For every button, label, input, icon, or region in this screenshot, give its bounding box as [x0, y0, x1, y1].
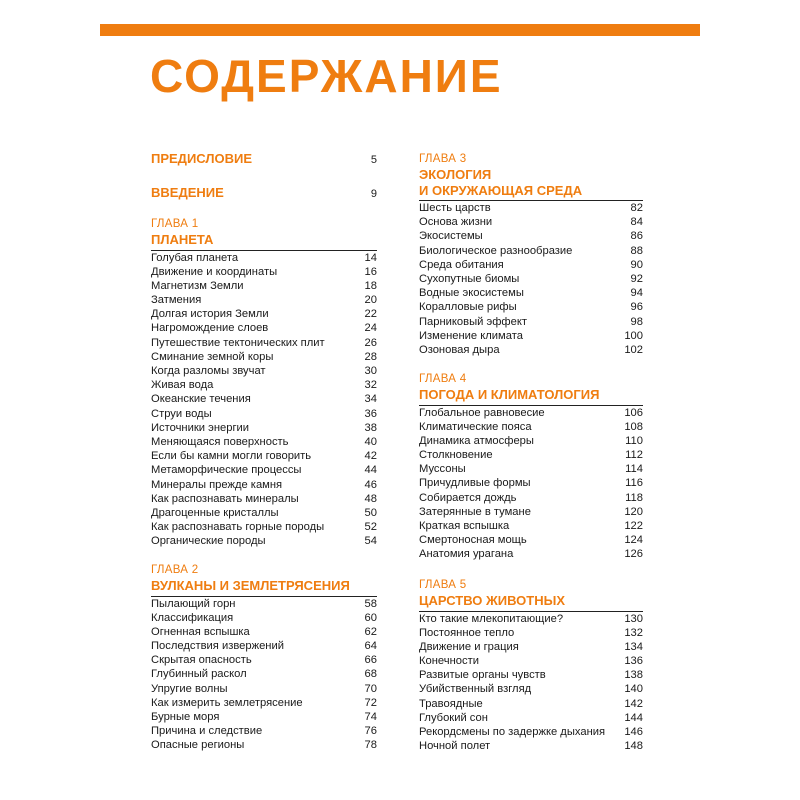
toc-entry-title: Водные экосистемы [419, 287, 524, 300]
toc-entry-title: Среда обитания [419, 258, 504, 271]
toc-entry-title: Магнетизм Земли [151, 279, 244, 292]
toc-entry-page: 42 [364, 450, 377, 463]
toc-entry-page: 98 [630, 315, 643, 328]
toc-entry-page: 86 [630, 230, 643, 243]
toc-entry-page: 96 [630, 301, 643, 314]
toc-entry[interactable] [151, 378, 377, 392]
toc-entry-title: Упругие волны [151, 682, 228, 695]
toc-entry[interactable] [419, 315, 643, 329]
toc-entry-page: 116 [625, 477, 643, 490]
toc-entry-page: 14 [364, 251, 377, 264]
toc-entry[interactable] [151, 506, 377, 520]
toc-entry-page: 64 [364, 640, 377, 653]
toc-entry-title: Классификация [151, 611, 234, 624]
toc-entry-title: Смертоносная мощь [419, 534, 527, 547]
toc-entry[interactable] [419, 697, 643, 711]
toc-entry-title: Анатомия урагана [419, 548, 514, 561]
chapter-4-entries [419, 406, 643, 562]
toc-entry-title: Конечности [419, 655, 479, 668]
toc-entry-page: 50 [364, 506, 377, 519]
toc-entry[interactable] [419, 626, 643, 640]
chapter-3-title[interactable] [419, 167, 643, 201]
chapter-title-line: И ОКРУЖАЮЩАЯ СРЕДА [419, 182, 583, 198]
toc-entry-page: 54 [364, 535, 377, 548]
toc-entry-title: Затерянные в тумане [419, 505, 531, 518]
toc-entry-page: 126 [624, 548, 643, 561]
toc-entry[interactable] [151, 336, 377, 350]
page-title: СОДЕРЖАНИЕ [150, 50, 503, 102]
chapter-4-section [419, 371, 643, 562]
toc-entry-title: Бурные моря [151, 711, 220, 723]
toc-entry[interactable] [419, 201, 643, 215]
toc-entry-page: 148 [624, 740, 643, 753]
toc-entry[interactable] [419, 300, 643, 314]
toc-entry-title: Муссоны [419, 463, 466, 476]
toc-entry-page: 18 [364, 279, 377, 292]
toc-entry[interactable] [151, 293, 377, 307]
toc-entry[interactable] [151, 534, 377, 548]
toc-entry-page: 70 [364, 682, 377, 695]
chapter-5-label: ГЛАВА 5 [419, 579, 467, 591]
toc-entry[interactable] [151, 350, 377, 364]
toc-entry[interactable] [419, 420, 643, 434]
toc-entry[interactable] [151, 667, 377, 681]
chapter-3-entries [419, 201, 643, 357]
toc-entry[interactable] [419, 533, 643, 547]
toc-entry[interactable] [151, 724, 377, 738]
toc-entry-page: 62 [364, 625, 377, 638]
chapter-2-title[interactable] [151, 578, 377, 597]
toc-entry-title: Минералы прежде камня [151, 478, 283, 491]
chapter-title-line: ПОГОДА И КЛИМАТОЛОГИЯ [419, 387, 600, 402]
toc-entry[interactable] [151, 407, 377, 421]
chapter-1-label: ГЛАВА 1 [151, 218, 199, 230]
toc-entry[interactable] [151, 682, 377, 696]
toc-entry[interactable] [151, 597, 377, 611]
toc-entry[interactable] [151, 639, 377, 653]
toc-entry-page: 60 [364, 611, 377, 624]
toc-entry-page: 140 [624, 683, 643, 696]
toc-entry-title: Драгоценные кристаллы [151, 506, 279, 519]
toc-entry[interactable] [419, 654, 643, 668]
chapter-title-line: ЭКОЛОГИЯ [419, 167, 492, 182]
toc-entry-title: Нагромождение слоев [151, 322, 269, 335]
toc-entry-title: Биологическое разнообразие [419, 244, 573, 257]
toc-entry-page: 82 [630, 202, 643, 214]
toc-entry-page: 94 [630, 287, 643, 300]
toc-entry-title: Убийственный взгляд [419, 683, 532, 696]
toc-entry-page: 100 [624, 329, 643, 342]
toc-entry-title: Озоновая дыра [419, 343, 500, 356]
toc-entry-title: Кто такие млекопитающие? [419, 612, 564, 625]
toc-entry-title: Постоянное тепло [419, 626, 515, 639]
toc-entry-page: 22 [364, 308, 377, 321]
toc-entry-title: Затмения [151, 294, 202, 307]
toc-entry[interactable] [419, 668, 643, 682]
toc-entry-title: Органические породы [151, 535, 266, 548]
toc-entry-page: 108 [624, 420, 643, 433]
toc-entry-title: Как распознавать горные породы [151, 521, 325, 534]
toc-entry-page: 124 [624, 534, 643, 547]
chapter-3-section [419, 151, 643, 357]
toc-entry-page: 74 [364, 711, 377, 723]
toc-entry-title: Движение и координаты [151, 265, 278, 278]
toc-entry[interactable] [151, 653, 377, 667]
toc-entry-page: 132 [624, 626, 643, 639]
toc-entry-title: Экосистемы [419, 230, 483, 243]
toc-entry-title: Климатические пояса [419, 420, 532, 433]
toc-entry[interactable] [419, 739, 643, 753]
chapter-2-label: ГЛАВА 2 [151, 564, 199, 576]
toc-entry[interactable] [419, 682, 643, 696]
toc-entry-title: Струи воды [151, 407, 212, 420]
chapter-1-title[interactable] [151, 232, 377, 251]
toc-entry[interactable] [151, 265, 377, 279]
preface-title: ПРЕДИСЛОВИЕ [151, 151, 252, 166]
toc-entry[interactable] [419, 343, 643, 357]
intro-title: ВВЕДЕНИЕ [151, 185, 224, 200]
toc-entry-page: 32 [364, 379, 377, 392]
toc-entry[interactable] [419, 505, 643, 519]
toc-entry[interactable] [419, 640, 643, 654]
chapter-2-section [151, 562, 377, 753]
toc-entry-title: Как измерить землетрясение [151, 696, 303, 709]
toc-entry-title: Живая вода [151, 379, 214, 392]
chapter-1-section [151, 216, 377, 548]
toc-entry-page: 138 [624, 669, 643, 682]
toc-entry[interactable] [419, 448, 643, 462]
toc-entry-page: 136 [624, 655, 643, 668]
chapter-title-line: ЦАРСТВО ЖИВОТНЫХ [419, 593, 566, 608]
chapter-4-title[interactable] [419, 387, 643, 406]
toc-entry-title: Долгая история Земли [151, 308, 269, 321]
toc-entry-title: Скрытая опасность [151, 654, 252, 667]
toc-entry-title: Глубинный раскол [151, 668, 247, 681]
toc-entry[interactable] [419, 258, 643, 272]
toc-entry[interactable] [419, 229, 643, 243]
toc-entry-title: Причина и следствие [151, 725, 263, 738]
toc-entry-page: 122 [624, 520, 643, 532]
toc-entry-title: Голубая планета [151, 251, 239, 264]
toc-entry-title: Когда разломы звучат [151, 365, 266, 377]
toc-entry[interactable] [151, 364, 377, 378]
toc-entry-title: Движение и грация [419, 640, 519, 653]
preface-page: 5 [370, 154, 377, 166]
toc-entry-page: 142 [624, 697, 643, 710]
toc-entry-page: 46 [364, 478, 377, 491]
toc-entry[interactable] [419, 434, 643, 448]
toc-entry-title: Огненная вспышка [151, 625, 250, 638]
toc-entry-title: Метаморфические процессы [151, 464, 302, 477]
toc-entry-title: Основа жизни [419, 216, 493, 229]
chapter-3-label: ГЛАВА 3 [419, 153, 467, 165]
toc-entry-title: Глубокий сон [419, 711, 488, 724]
toc-entry[interactable] [419, 491, 643, 505]
toc-entry-title: Последствия извержений [151, 640, 284, 653]
toc-entry-page: 30 [364, 365, 377, 377]
toc-entry-title: Меняющаяся поверхность [151, 435, 289, 448]
toc-entry-page: 84 [630, 216, 643, 229]
chapter-title-line: ПЛАНЕТА [151, 232, 214, 247]
toc-entry[interactable] [151, 492, 377, 506]
toc-entry[interactable] [151, 392, 377, 406]
toc-entry-page: 110 [625, 434, 643, 447]
toc-entry-page: 16 [364, 265, 377, 278]
toc-entry[interactable] [419, 547, 643, 561]
toc-entry-title: Собирается дождь [419, 491, 517, 504]
chapter-5-title[interactable] [419, 593, 643, 612]
toc-entry[interactable] [151, 463, 377, 477]
toc-entry-page: 40 [364, 435, 377, 448]
toc-entry-page: 134 [624, 640, 643, 653]
toc-entry-page: 72 [364, 696, 377, 709]
top-accent-bar [100, 24, 700, 36]
toc-entry-title: Шесть царств [419, 202, 491, 214]
toc-entry-page: 66 [364, 654, 377, 667]
toc-entry-page: 102 [624, 343, 643, 356]
toc-entry[interactable] [151, 625, 377, 639]
toc-entry-title: Изменение климата [419, 329, 523, 342]
toc-entry-title: Травоядные [419, 697, 483, 710]
toc-entry-title: Источники энергии [151, 421, 250, 434]
toc-entry[interactable] [151, 710, 377, 724]
toc-entry[interactable] [151, 421, 377, 435]
toc-entry[interactable] [419, 612, 643, 626]
chapter-5-entries [419, 612, 643, 754]
toc-entry-title: Парниковый эффект [419, 315, 527, 328]
toc-entry-title: Путешествие тектонических плит [151, 336, 325, 349]
toc-entry-page: 92 [630, 272, 643, 285]
toc-entry-page: 114 [625, 463, 643, 476]
toc-entry-title: Коралловые рифы [419, 301, 517, 314]
toc-entry[interactable] [419, 725, 643, 739]
toc-entry[interactable] [151, 435, 377, 449]
toc-entry-page: 58 [364, 597, 377, 610]
toc-entry-page: 120 [624, 505, 643, 518]
intro-entry[interactable] [151, 185, 377, 202]
toc-entry[interactable] [151, 738, 377, 752]
intro-page: 9 [370, 188, 377, 200]
toc-entry-title: Сминание земной коры [151, 350, 274, 363]
toc-entry[interactable] [151, 520, 377, 534]
toc-entry-title: Ночной полет [419, 740, 491, 753]
toc-entry-title: Краткая вспышка [419, 520, 510, 532]
toc-entry-page: 48 [364, 492, 377, 505]
toc-entry-page: 88 [630, 244, 643, 257]
toc-entry-page: 146 [624, 726, 643, 738]
toc-entry-title: Причудливые формы [419, 477, 531, 490]
toc-entry[interactable] [419, 462, 643, 476]
toc-entry-page: 68 [364, 668, 377, 681]
toc-entry-page: 118 [625, 491, 643, 504]
toc-entry[interactable] [151, 696, 377, 710]
toc-entry-title: Сухопутные биомы [419, 272, 520, 285]
toc-entry-page: 144 [624, 711, 643, 724]
toc-entry-page: 44 [364, 464, 377, 477]
toc-entry[interactable] [419, 272, 643, 286]
toc-entry-page: 24 [364, 322, 377, 335]
toc-entry[interactable] [419, 329, 643, 343]
toc-entry-title: Опасные регионы [151, 739, 245, 752]
toc-entry[interactable] [151, 449, 377, 463]
toc-entry-page: 26 [364, 336, 377, 349]
toc-entry[interactable] [151, 279, 377, 293]
toc-entry-title: Океанские течения [151, 393, 251, 406]
toc-entry-page: 76 [364, 725, 377, 738]
chapter-4-label: ГЛАВА 4 [419, 373, 467, 385]
chapter-1-entries [151, 251, 377, 549]
toc-entry-title: Пылающий горн [151, 597, 236, 610]
toc-entry-title: Столкновение [419, 449, 493, 462]
toc-entry-page: 90 [630, 258, 643, 271]
toc-entry-page: 34 [364, 393, 377, 406]
toc-entry-title: Как распознавать минералы [151, 492, 299, 505]
toc-entry[interactable] [419, 406, 643, 420]
chapter-5-section [419, 577, 643, 753]
toc-entry-page: 112 [625, 449, 643, 462]
toc-entry-page: 78 [364, 739, 377, 752]
toc-entry-title: Если бы камни могли говорить [151, 450, 312, 463]
toc-entry[interactable] [419, 519, 643, 533]
toc-entry-page: 38 [364, 421, 377, 434]
toc-entry[interactable] [419, 286, 643, 300]
chapter-title-line: ВУЛКАНЫ И ЗЕМЛЕТРЯСЕНИЯ [151, 578, 350, 593]
toc-entry[interactable] [151, 251, 377, 265]
toc-entry-page: 36 [364, 407, 377, 420]
toc-entry-title: Развитые органы чувств [419, 669, 546, 682]
preface-entry[interactable] [151, 151, 377, 168]
toc-entry-title: Динамика атмосферы [419, 434, 534, 447]
toc-entry-page: 52 [364, 521, 377, 534]
toc-entry[interactable] [419, 215, 643, 229]
toc-entry-page: 20 [364, 294, 377, 307]
toc-entry-page: 106 [624, 406, 643, 419]
toc-entry[interactable] [419, 244, 643, 258]
toc-entry-title: Глобальное равновесие [419, 406, 545, 419]
toc-entry[interactable] [151, 321, 377, 335]
toc-entry-page: 28 [364, 350, 377, 363]
toc-entry[interactable] [151, 307, 377, 321]
toc-entry[interactable] [151, 478, 377, 492]
chapter-2-entries [151, 597, 377, 753]
toc-entry[interactable] [419, 476, 643, 490]
toc-entry[interactable] [419, 711, 643, 725]
toc-entry-page: 130 [624, 612, 643, 625]
toc-entry-title: Рекордсмены по задержке дыхания [419, 726, 606, 738]
toc-entry[interactable] [151, 611, 377, 625]
